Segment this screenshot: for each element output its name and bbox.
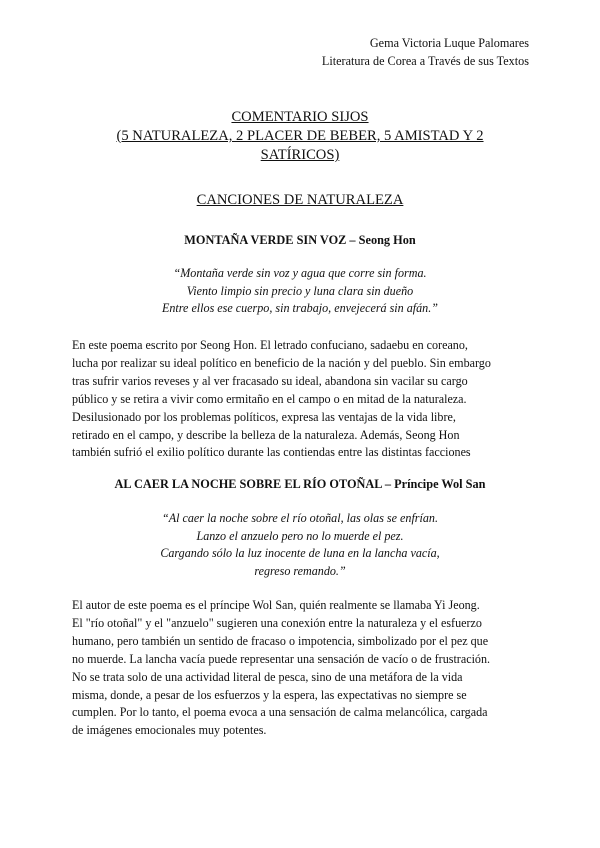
poem-author: Seong Hon	[358, 233, 416, 247]
paragraph-line: tras sufrir varios reveses y al ver fracasado su ideal, abandona sin vacilar su cargo	[72, 373, 468, 388]
poem-title-text: AL CAER LA NOCHE SOBRE EL RÍO OTOÑAL –	[114, 477, 392, 491]
verse-line: Entre ellos ese cuerpo, sin trabajo, envejecerá sin afán.”	[162, 301, 438, 315]
verse-line: regreso remando.”	[254, 563, 346, 578]
paragraph-line: El "río otoñal" y el "anzuelo" sugieren una conexión entre la naturaleza y el esfuerzo	[72, 615, 482, 630]
verse-line: “Montaña verde sin voz y agua que corre sin forma.	[173, 266, 427, 280]
paragraph-line: No se trata solo de una actividad literal de pesca, sino de una metáfora de la vida	[72, 669, 463, 684]
verse-line: Viento limpio sin precio y luna clara sin dueño	[186, 283, 414, 298]
poem-title	[70, 477, 530, 492]
title-line-1: COMENTARIO SIJOS	[231, 109, 369, 125]
verse-line: Cargando sólo la luz inocente de luna en la lancha vacía,	[160, 546, 440, 560]
paragraph-line: Desilusionado por los problemas políticos, expresa las ventajas de la vida libre,	[72, 409, 456, 424]
paragraph-line: también sufrió el exilio político durante las contiendas entre las distintas facciones	[72, 445, 471, 460]
document-title	[70, 108, 530, 165]
verse-line: Lanzo el anzuelo pero no lo muerde el pez.	[196, 528, 404, 543]
poem-verses	[70, 265, 530, 318]
verse-line: “Al caer la noche sobre el río otoñal, las olas se enfrían.	[161, 511, 438, 525]
paragraph-line: de imágenes emocionales muy potentes.	[72, 723, 267, 738]
poem-title	[70, 233, 530, 248]
poem-title-text: MONTAÑA VERDE SIN VOZ –	[184, 233, 356, 247]
paragraph-line: En este poema escrito por Seong Hon. El letrado confuciano, sadaebu en coreano,	[72, 338, 468, 352]
title-line-3: SATÍRICOS)	[260, 147, 340, 163]
poem-verses	[70, 510, 530, 580]
paragraph-line: retirado en el campo, y describe la belleza de la naturaleza. Además, Seong Hon	[72, 427, 460, 442]
paragraph-line: cumplen. Por lo tanto, el poema evoca a una sensación de calma melancólica, cargada	[72, 705, 488, 720]
paragraph-line: humano, pero también un sentido de fracaso o impotencia, simbolizado por el pez que	[72, 633, 489, 648]
paragraph-line: público y se retira a vivir como ermitaño en el campo o en mitad de la naturaleza.	[72, 391, 467, 406]
title-line-2: (5 NATURALEZA, 2 PLACER DE BEBER, 5 AMISTAD Y 2	[116, 128, 484, 144]
paragraph-line: El autor de este poema es el príncipe Wol San, quién realmente se llamaba Yi Jeong.	[72, 598, 480, 612]
paragraph-line: lucha por realizar su ideal político en beneficio de la nación y del pueblo. Sin embargo	[72, 355, 491, 370]
paragraph-line: no muerde. La lancha vacía puede representar una sensación de vacío o de frustración.	[72, 651, 491, 666]
document-header	[322, 34, 529, 70]
author-name: Gema Victoria Luque Palomares	[369, 36, 529, 50]
course-name: Literatura de Corea a Través de sus Textos	[321, 54, 529, 68]
poem-author: Príncipe Wol San	[394, 477, 486, 491]
section-title: CANCIONES DE NATURALEZA	[196, 192, 404, 208]
paragraph-line: misma, donde, a pesar de los esfuerzos y la espera, las expectativas no siempre se	[72, 687, 467, 702]
commentary-paragraph	[72, 337, 532, 462]
commentary-paragraph	[72, 597, 532, 740]
